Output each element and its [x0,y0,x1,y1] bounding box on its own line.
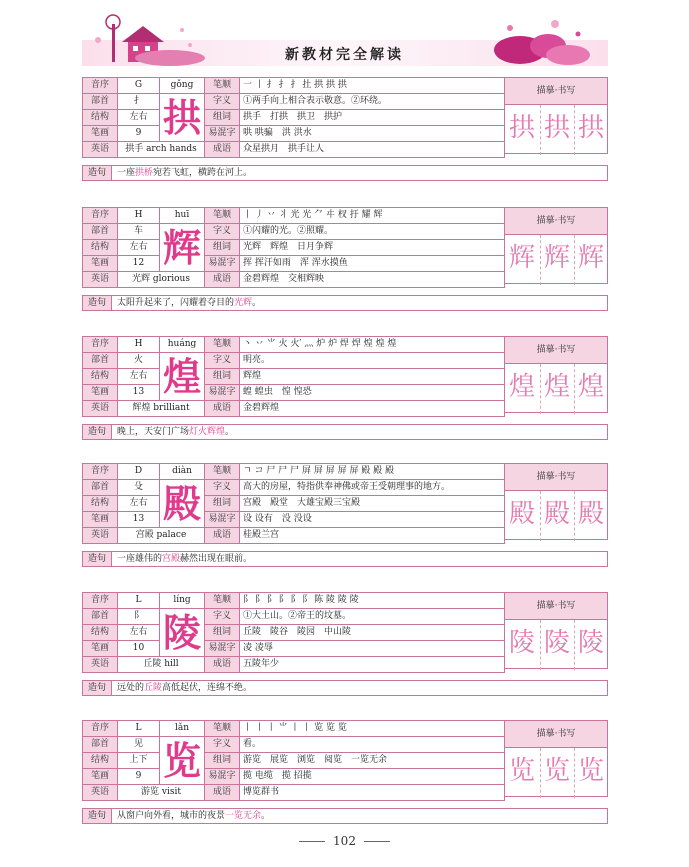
label-bishun: 笔顺 [205,208,240,224]
yingyu-value: 宫殿 palace [118,528,205,544]
bishun-value: ㄱ コ 尸 尸 尸 屏 屏 屏 屏 屏 殿 殿 殿 [240,464,505,480]
label-yinxu: 音序 [83,78,118,94]
practice-box [504,720,608,797]
trace-char: 殿 [508,499,535,529]
bushou-value: 见 [118,737,160,753]
bishun-value: 丨 丿 丷 丬 光 光 ⺈ 㐄 杈 扜 耀 辉 [240,208,505,224]
label-yihunzi: 易混字 [205,641,240,657]
yingyu-value: 丘陵 hill [118,657,205,673]
big-character: 陵 [162,610,201,655]
bihua-value: 12 [118,256,160,272]
sentence-highlight: 拱桥 [135,168,154,178]
practice-title: 描摹·书写 [505,337,607,364]
label-yinxu: 音序 [83,337,118,353]
label-yihunzi: 易混字 [205,256,240,272]
label-bihua: 笔画 [83,385,118,401]
yingyu-value: 光辉 glorious [118,272,205,288]
practice-box [504,336,608,413]
label-ziyi: 字义 [205,480,240,496]
bihua-value: 9 [118,769,160,785]
label-ziyi: 字义 [205,353,240,369]
practice-title: 描摹·书写 [505,721,607,748]
bushou-value: 火 [118,353,160,369]
sentence-highlight: 一览无余 [225,811,262,821]
label-yingyu: 英语 [83,785,118,801]
yinxu-value: L [118,593,160,609]
jiegou-value: 左右 [118,496,160,512]
sentence-text: 一座拱桥宛若飞虹，横跨在河上。 [117,168,253,178]
label-bushou: 部首 [83,224,118,240]
yinxu-value: L [118,721,160,737]
label-ziyi: 字义 [205,94,240,110]
big-character: 殿 [162,481,201,526]
label-bushou: 部首 [83,609,118,625]
label-yingyu: 英语 [83,272,118,288]
yihunzi-value: 哄 哄骗 洪 洪水 [240,126,505,142]
label-bushou: 部首 [83,353,118,369]
trace-char: 陵 [577,628,604,658]
yingyu-value: 游览 visit [118,785,205,801]
label-chengyu: 成语 [205,785,240,801]
jiegou-value: 左右 [118,240,160,256]
practice-title: 描摹·书写 [505,593,607,620]
jiegou-value: 左右 [118,369,160,385]
bihua-value: 10 [118,641,160,657]
trace-char: 辉 [543,243,570,273]
bihua-value: 13 [118,512,160,528]
ziyi-value: 看。 [240,737,505,753]
label-zaoju: 造句 [83,552,112,566]
sentence-highlight: 丘陵 [144,683,163,693]
label-yingyu: 英语 [83,401,118,417]
sentence-text: 晚上，天安门广场灯火辉煌。 [117,427,235,437]
trace-char: 拱 [508,113,535,143]
yingyu-value: 辉煌 brilliant [118,401,205,417]
practice-box [504,77,608,154]
trace-char: 览 [508,756,535,786]
bishun-value: 一 丨 扌 扌 扌 扗 拱 拱 拱 [240,78,505,94]
label-bishun: 笔顺 [205,78,240,94]
label-yingyu: 英语 [83,657,118,673]
sentence-text: 一座雄伟的宫殿赫然出现在眼前。 [117,554,253,564]
trace-char: 陵 [543,628,570,658]
pinyin: lǎn [160,721,205,737]
sentence-row [82,680,608,696]
sentence-highlight: 宫殿 [162,554,181,564]
yihunzi-value: 挥 挥汗如雨 浑 浑水摸鱼 [240,256,505,272]
bushou-value: 殳 [118,480,160,496]
trace-char: 煌 [508,372,535,402]
yihunzi-value: 揽 电缆 揽 招揽 [240,769,505,785]
bihua-value: 13 [118,385,160,401]
trace-char: 拱 [543,113,570,143]
label-zuci: 组词 [205,369,240,385]
label-ziyi: 字义 [205,224,240,240]
yihunzi-value: 凌 凌辱 [240,641,505,657]
trace-char: 览 [577,756,604,786]
label-chengyu: 成语 [205,528,240,544]
sentence-row [82,295,608,311]
label-zaoju: 造句 [83,166,112,180]
trace-char: 殿 [543,499,570,529]
label-zaoju: 造句 [83,425,112,439]
pinyin: huī [160,208,205,224]
zuci-value: 丘陵 陵谷 陵园 中山陵 [240,625,505,641]
label-bihua: 笔画 [83,256,118,272]
jiegou-value: 左右 [118,110,160,126]
big-character: 辉 [162,225,201,270]
label-bishun: 笔顺 [205,337,240,353]
zuci-value: 拱手 打拱 拱卫 拱护 [240,110,505,126]
sentence-row [82,424,608,440]
sentence-text: 从窗户向外看，城市的夜景一览无余。 [117,811,271,821]
yinxu-value: D [118,464,160,480]
label-bushou: 部首 [83,94,118,110]
label-yinxu: 音序 [83,464,118,480]
label-yihunzi: 易混字 [205,385,240,401]
ziyi-value: ①两手向上相合表示敬意。②环绕。 [240,94,505,110]
label-zuci: 组词 [205,496,240,512]
header-banner [0,0,689,70]
label-jiegou: 结构 [83,240,118,256]
bihua-value: 9 [118,126,160,142]
chengyu-value: 众星拱月 拱手让人 [240,142,505,158]
jiegou-value: 上下 [118,753,160,769]
bishun-value: 丨 丨 丨 ⺌ 丨 丨 览 览 览 [240,721,505,737]
sentence-row [82,165,608,181]
zuci-value: 光辉 辉煌 日月争辉 [240,240,505,256]
label-zaoju: 造句 [83,296,112,310]
label-bishun: 笔顺 [205,464,240,480]
yihunzi-value: 蝗 蝗虫 惶 惶恐 [240,385,505,401]
label-bihua: 笔画 [83,512,118,528]
label-chengyu: 成语 [205,401,240,417]
label-bushou: 部首 [83,480,118,496]
ziyi-value: ①大土山。②帝王的坟墓。 [240,609,505,625]
label-yingyu: 英语 [83,142,118,158]
ziyi-value: 明亮。 [240,353,505,369]
label-ziyi: 字义 [205,737,240,753]
trace-char: 拱 [577,113,604,143]
label-zuci: 组词 [205,753,240,769]
chengyu-value: 五陵年少 [240,657,505,673]
big-character: 煌 [162,354,201,399]
sentence-text: 远处的丘陵高低起伏，连绵不绝。 [117,683,253,693]
bushou-value: 扌 [118,94,160,110]
sentence-row [82,808,608,824]
sentence-highlight: 灯火辉煌 [189,427,226,437]
label-zuci: 组词 [205,110,240,126]
yinxu-value: G [118,78,160,94]
chengyu-value: 桂殿兰宫 [240,528,505,544]
bishun-value: 丶 丷 ⺌ 火 火′ 灬 炉 炉 焊 焊 煌 煌 煌 [240,337,505,353]
label-chengyu: 成语 [205,142,240,158]
label-zaoju: 造句 [83,809,112,823]
practice-box [504,592,608,669]
big-character: 拱 [162,95,201,140]
trace-char: 览 [543,756,570,786]
label-bihua: 笔画 [83,126,118,142]
ziyi-value: 高大的房屋，特指供奉神佛或帝王受朝理事的地方。 [240,480,505,496]
trace-char: 煌 [543,372,570,402]
yinxu-value: H [118,208,160,224]
label-jiegou: 结构 [83,753,118,769]
label-yihunzi: 易混字 [205,769,240,785]
label-chengyu: 成语 [205,272,240,288]
pinyin: gǒng [160,78,205,94]
practice-title: 描摹·书写 [505,78,607,105]
jiegou-value: 左右 [118,625,160,641]
trace-char: 辉 [508,243,535,273]
trace-char: 辉 [577,243,604,273]
header-title: 新教材完全解读 [285,47,404,63]
label-jiegou: 结构 [83,496,118,512]
label-zuci: 组词 [205,625,240,641]
label-yihunzi: 易混字 [205,126,240,142]
zuci-value: 辉煌 [240,369,505,385]
sentence-row [82,551,608,567]
sentence-text: 太阳升起来了，闪耀着夺目的光辉。 [117,298,262,308]
bishun-value: 阝 阝 阝 阝 阝 阝 陈 陵 陵 陵 [240,593,505,609]
pinyin: huáng [160,337,205,353]
label-zaoju: 造句 [83,681,112,695]
label-ziyi: 字义 [205,609,240,625]
label-jiegou: 结构 [83,625,118,641]
bushou-value: 车 [118,224,160,240]
trace-char: 殿 [577,499,604,529]
label-yinxu: 音序 [83,721,118,737]
big-character: 览 [162,738,201,783]
label-jiegou: 结构 [83,110,118,126]
pinyin: diàn [160,464,205,480]
label-bishun: 笔顺 [205,721,240,737]
label-yingyu: 英语 [83,528,118,544]
label-jiegou: 结构 [83,369,118,385]
chengyu-value: 博览群书 [240,785,505,801]
sentence-highlight: 光辉 [234,298,253,308]
practice-box [504,463,608,540]
practice-title: 描摹·书写 [505,208,607,235]
label-bihua: 笔画 [83,641,118,657]
label-yinxu: 音序 [83,208,118,224]
yingyu-value: 拱手 arch hands [118,142,205,158]
practice-title: 描摹·书写 [505,464,607,491]
label-bushou: 部首 [83,737,118,753]
trace-char: 煌 [577,372,604,402]
label-chengyu: 成语 [205,657,240,673]
practice-box [504,207,608,284]
chengyu-value: 金碧辉煌 [240,401,505,417]
yinxu-value: H [118,337,160,353]
ziyi-value: ①闪耀的光。②照耀。 [240,224,505,240]
page-number: 102 [333,834,356,848]
pinyin: líng [160,593,205,609]
chengyu-value: 金碧辉煌 交相辉映 [240,272,505,288]
zuci-value: 游览 展览 浏览 阅览 一览无余 [240,753,505,769]
page-footer [0,834,689,848]
label-zuci: 组词 [205,240,240,256]
trace-char: 陵 [508,628,535,658]
yihunzi-value: 设 设有 没 没设 [240,512,505,528]
label-yihunzi: 易混字 [205,512,240,528]
label-bihua: 笔画 [83,769,118,785]
label-bishun: 笔顺 [205,593,240,609]
zuci-value: 宫殿 殿堂 大雄宝殿三宝殿 [240,496,505,512]
label-yinxu: 音序 [83,593,118,609]
bushou-value: 阝 [118,609,160,625]
